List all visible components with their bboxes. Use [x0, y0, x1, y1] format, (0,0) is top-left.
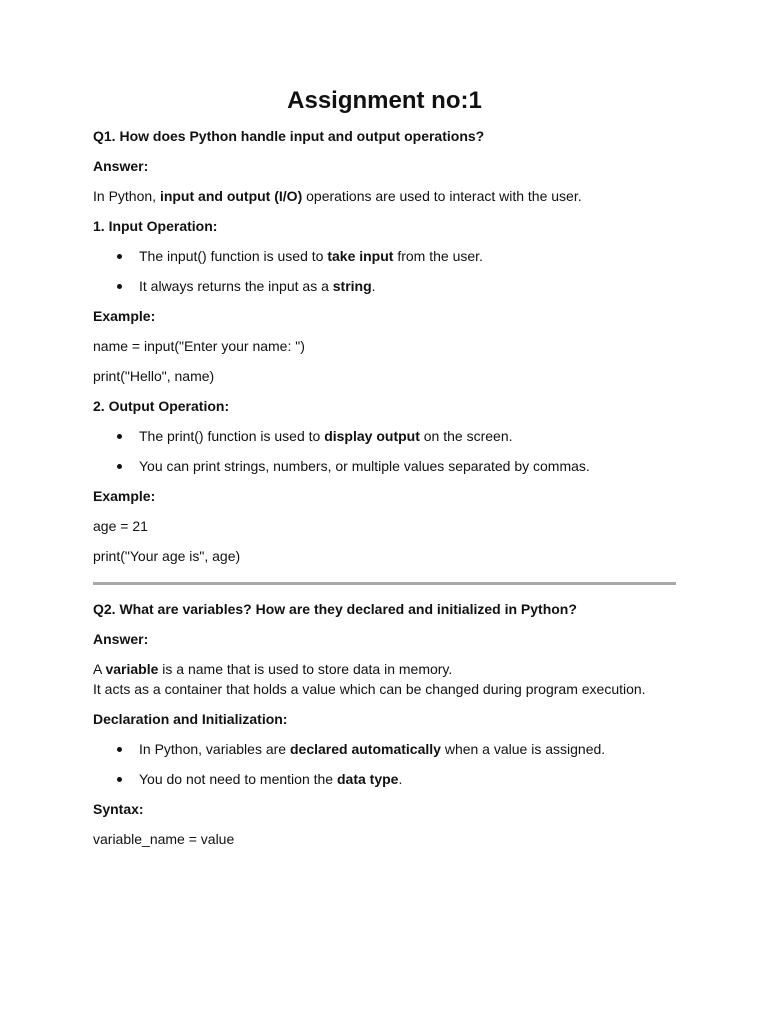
code-line: variable_name = value: [93, 831, 235, 847]
list-item-bold: display output: [324, 428, 420, 444]
code-line: print("Your age is", age): [93, 548, 241, 564]
list-item-bold: data type: [336, 771, 399, 787]
q2-intro: [93, 659, 676, 699]
list-item-text: The input() function is used to: [139, 248, 328, 264]
q2-intro-line2: It acts as a container that holds a value which can be changed during program execution.: [93, 681, 646, 697]
q2-intro-text: A: [93, 661, 106, 677]
output-operation-heading: 2. Output Operation:: [93, 398, 230, 414]
output-operation-list: [93, 426, 676, 476]
list-item-bold: declared automatically: [289, 741, 441, 757]
page-title: Assignment no:1: [287, 87, 482, 114]
list-item-bold: string: [332, 278, 372, 294]
code-line: print("Hello", name): [93, 368, 215, 384]
q1-intro-bold: input and output (I/O): [159, 188, 303, 204]
list-item-text-end: from the user.: [393, 248, 483, 264]
q1-answer-label: Answer:: [93, 158, 149, 174]
example-label: Example:: [93, 308, 156, 324]
list-item-text: It always returns the input as a: [139, 278, 333, 294]
list-item-text: The print() function is used to: [139, 428, 325, 444]
list-item-text-end: on the screen.: [419, 428, 513, 444]
list-item: [139, 769, 676, 789]
q1-question: Q1. How does Python handle input and output operations?: [93, 128, 485, 144]
list-item: [139, 246, 676, 266]
section-divider: [93, 582, 676, 585]
list-item: [139, 456, 676, 476]
list-item: [139, 426, 676, 446]
q2-answer-label: Answer:: [93, 631, 149, 647]
input-operation-list: [93, 246, 676, 296]
code-line: name = input("Enter your name: "): [93, 338, 305, 354]
list-item-bold: take input: [327, 248, 394, 264]
q1-intro-text-end: operations are used to interact with the user.: [302, 188, 582, 204]
list-item-text: In Python, variables are: [139, 741, 290, 757]
list-item-text: You can print strings, numbers, or multiple values separated by commas.: [139, 458, 590, 474]
q2-intro-text-end: is a name that is used to store data in memory.: [158, 661, 453, 677]
q2-question: Q2. What are variables? How are they declared and initialized in Python?: [93, 601, 577, 617]
list-item-text-end: .: [371, 278, 376, 294]
q1-intro: [93, 186, 676, 206]
example-label: Example:: [93, 488, 156, 504]
declaration-list: [93, 739, 676, 789]
declaration-heading: Declaration and Initialization:: [93, 711, 288, 727]
list-item-text-end: .: [398, 771, 403, 787]
syntax-label: Syntax:: [93, 801, 144, 817]
list-item-text: You do not need to mention the: [139, 771, 337, 787]
input-operation-heading: 1. Input Operation:: [93, 218, 218, 234]
list-item: [139, 276, 676, 296]
code-line: age = 21: [93, 518, 148, 534]
q2-intro-bold: variable: [105, 661, 159, 677]
list-item: [139, 739, 676, 759]
list-item-text-end: when a value is assigned.: [440, 741, 606, 757]
q1-intro-text: In Python,: [93, 188, 160, 204]
